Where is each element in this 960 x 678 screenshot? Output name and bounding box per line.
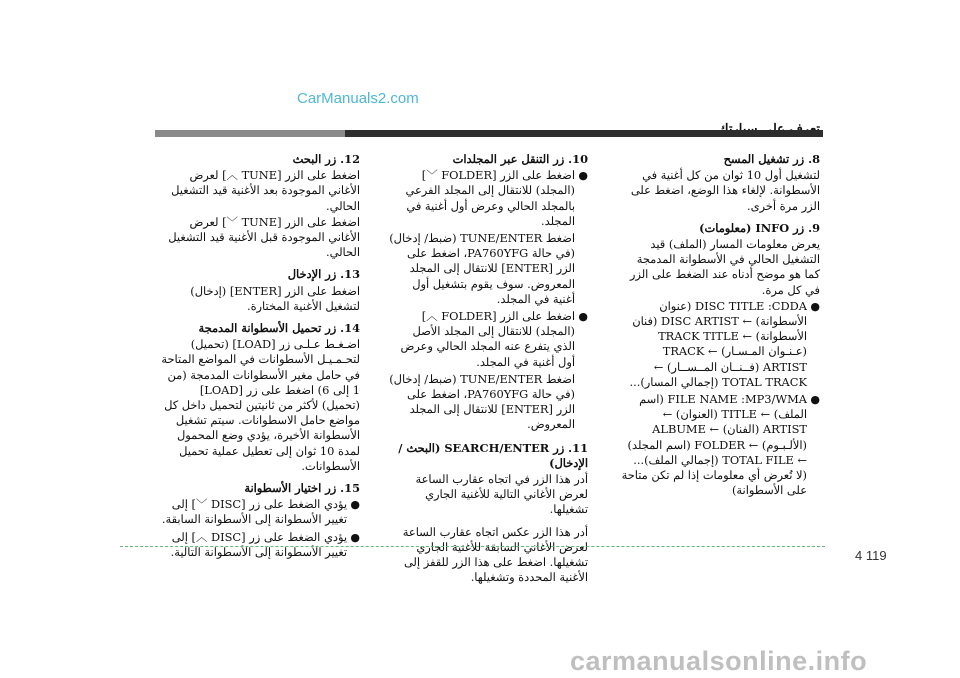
header-bar-accent: [155, 130, 345, 137]
list-item: [388, 309, 588, 370]
list-item-text: يؤدي الضغط على زر [DISC ﹀] إلى تغيير الأسطوانة إلى الأسطوانة السابقة.: [161, 497, 347, 527]
list-item-text: اضغط TUNE/ENTER (ضبط/ إدخال) (في حالة PA760YFG، اضغط على الزر [ENTER] للانتقال إلى المجلد المعروض.: [389, 371, 575, 432]
list-item: [620, 392, 820, 498]
list-item: [620, 299, 820, 390]
section-8-text: لتشغيل أول 10 ثوان من كل أغنية في الأسطوانة. لإلغاء هذا الوضع، اضغط على الزر مرة أخرى.: [630, 168, 820, 213]
bullet-icon: ●: [578, 310, 588, 324]
section-9-text: يعرض معلومات المسار (الملف) قيد التشغيل الحالي في الأسطوانة المدمجة كما هو موضح أدناه عند الضغط على الزر في كل مرة.: [629, 237, 820, 297]
section-9-list: [620, 299, 820, 499]
list-item-continuation: [388, 231, 588, 307]
column-middle: [388, 152, 588, 586]
section-11-text-2: أدر هذا الزر عكس اتجاه عقارب الساعة لعرض الأغاني السابقة للأغنية الجاري تشغيلها. اضغط على هذا الزر للقفز إلى الأغنية المحددة وتشغيلها.: [402, 524, 588, 585]
list-item-text: اضغط على الزر [FOLDER ﹀] (المجلد) للانتقال إلى المجلد الفرعي بالمجلد الحالي وعرض أول أغنية في المجلد.: [405, 168, 575, 228]
section-12-title: 12. زر البحث: [292, 152, 360, 166]
bullet-icon: ●: [810, 299, 820, 313]
bullet-icon: ●: [810, 393, 820, 407]
section-15-title: 15. زر اختيار الأسطوانة: [244, 481, 360, 496]
watermark-top: CarManuals2.com: [297, 90, 419, 107]
section-13-title: 13. زر الإدخال: [287, 267, 360, 282]
section-13-text: اضغط على الزر [ENTER] (إدخال) لتشغيل الأغنية المختارة.: [190, 283, 360, 313]
list-item-text: يؤدي الضغط على زر [DISC ︿] إلى تغيير الأسطوانة إلى الأسطوانة التالية.: [170, 529, 347, 559]
footer-divider: [120, 546, 825, 547]
bullet-icon: ●: [578, 169, 588, 183]
list-item-text: DISC TITLE :CDDA (عنوان الأسطوانة) ← DISC ARTIST (فنان الأسطوانة) ← TRACK TITLE (عـنـوان المـسـار) ← TRACK ARTIST (فــنــان المــســار) ← TOTAL TRACK (إجمالي المسار)...: [629, 298, 807, 389]
section-12-text-1: اضغط على الزر [TUNE ︿] لعرض الأغاني الموجودة بعد الأغنية قيد التشغيل الحالي.: [171, 168, 360, 213]
list-item: [388, 168, 588, 229]
section-11-title: 11. زر SEARCH/ENTER (البحث /الإدخال): [398, 440, 588, 470]
list-item-continuation: [388, 372, 588, 433]
section-9-title: 9. زر INFO (معلومات): [699, 220, 820, 235]
bullet-icon: ●: [350, 498, 360, 512]
page-number: 4 119: [855, 548, 887, 563]
list-item: [160, 530, 360, 560]
section-11-text-1: أدر هذا الزر في اتجاه عقارب الساعة لعرض الأغاني التالية للأغنية الجاري تشغيلها.: [415, 472, 588, 517]
list-item-text: اضغط على الزر [FOLDER ︿] (المجلد) للانتقال إلى المجلد الأصل الذي يتفرع عنه المجلد الحالي وعرض أول أغنية في المجلد.: [400, 309, 575, 369]
section-12-text-2: اضغط على الزر [TUNE ﹀] لعرض الأغاني الموجودة قبل الأغنية قيد التشغيل الحالي.: [168, 214, 360, 260]
section-10-title: 10. زر التنقل عبر المجلدات: [452, 152, 588, 166]
bullet-icon: ●: [350, 530, 360, 544]
section-14-title: 14. زر تحميل الأسطوانة المدمجة: [198, 321, 360, 336]
column-left: [160, 152, 360, 562]
list-item-text: FILE NAME :MP3/WMA (اسم الملف) ← TITLE (العنوان) ← ARTIST (الفنان) ← ALBUME (الألـبـوم) ← FOLDER (اسم المجلد) ← TOTAL FILE (إجمالي الملف)... (لا تُعرض أي معلومات إذا لم تكن متاحة على الأسطوانة): [621, 392, 807, 498]
watermark-bottom: carmanualsonline.info: [570, 646, 868, 676]
column-right: [620, 152, 820, 500]
list-item-text: اضغط TUNE/ENTER (ضبط/ إدخال) (في حالة PA760YFG، اضغط على الزر [ENTER] للانتقال إلى المجلد المعروض. سوف يقوم بتشغيل أول أغنية في المجلد.: [389, 231, 575, 306]
section-15-list: [160, 497, 360, 560]
section-10-list: [388, 168, 588, 432]
section-14-text: اضـغـط عـلـى زر [LOAD] (تحميل) لتحـمـيـل الأسطوانات في المواضع المتاحة في حامل مغير الأسطوانات المدمجة (من 1 إلى 6) اضغط على زر [LOAD] (تحميل) لأكثر من ثانيتين لتحميل داخل كل مواضع حامل الاسطوانات. سيتم تشغيل الأسطوانة الأخيرة، يؤدي وضع المحمول لمدة 10 ثوان إلى تعطيل عملية تحميل الأسطوانات.: [161, 337, 360, 473]
list-item: [160, 497, 360, 527]
section-8-title: 8. زر تشغيل المسح: [723, 152, 820, 166]
